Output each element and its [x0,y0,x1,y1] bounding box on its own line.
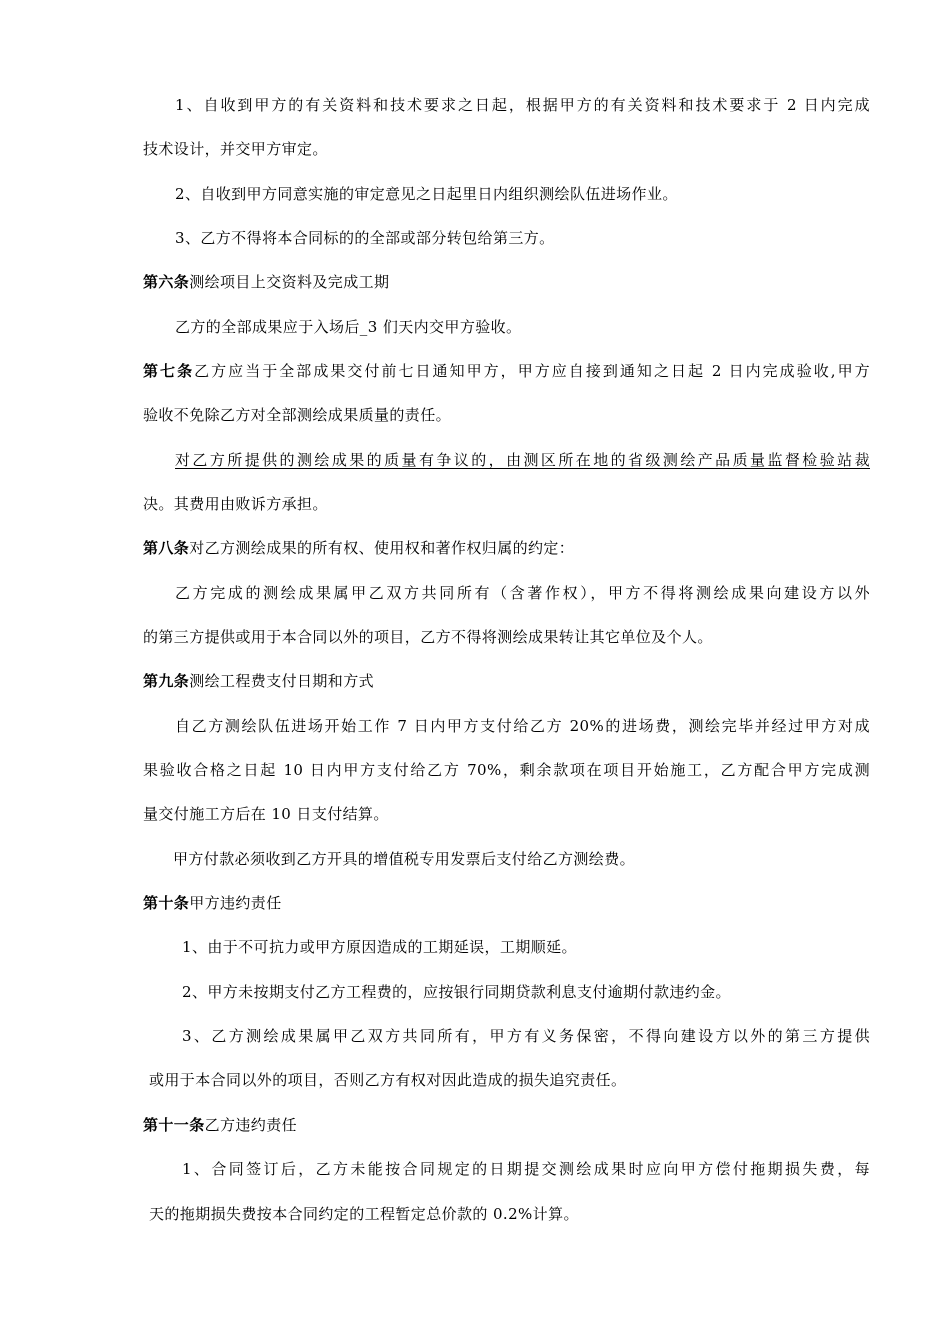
clause-5-item-1-line-2: 技术设计，并交甲方审定。 [143,140,328,158]
article-10-item-3-line-1: 3、乙方测绘成果属甲乙双方共同所有，甲方有义务保密，不得向建设方以外的第三方提供 [182,1027,870,1045]
article-11-item-1-line-1: 1、合同签订后，乙方未能按合同规定的日期提交测绘成果时应向甲方偿付拖期损失费，每 [182,1160,870,1178]
article-10-item-2: 2、甲方未按期支付乙方工程费的，应按银行同期贷款利息支付逾期付款违约金。 [182,983,731,1001]
article-10-title: 甲方违约责任 [189,894,282,912]
article-7-dispute-line-1: 对乙方所提供的测绘成果的质量有争议的，由测区所在地的省级测绘产品质量监督检验站裁 [175,451,870,469]
clause-5-item-1-line-1: 1、自收到甲方的有关资料和技术要求之日起，根据甲方的有关资料和技术要求于 2 日内完成 [175,96,870,114]
article-7-line-2: 验收不免除乙方对全部测绘成果质量的责任。 [143,406,452,424]
article-11-label: 第十一条 [143,1116,205,1134]
article-7-label: 第七条 [143,362,195,380]
article-9-title: 测绘工程费支付日期和方式 [189,672,375,690]
article-8-line-1: 乙方完成的测绘成果属甲乙双方共同所有（含著作权），甲方不得将测绘成果向建设方以外 [175,584,870,602]
article-8-heading [143,538,870,558]
article-11-heading [143,1115,870,1135]
article-8-label: 第八条 [143,539,190,557]
article-6-label: 第六条 [143,273,190,291]
article-7-dispute-line-2: 决。其费用由败诉方承担。 [143,495,328,513]
article-10-heading [143,893,870,913]
article-8-title: 对乙方测绘成果的所有权、使用权和著作权归属的约定： [189,539,575,557]
article-6-title: 测绘项目上交资料及完成工期 [189,273,390,291]
article-11-item-1-line-2: 天的拖期损失费按本合同约定的工程暂定总价款的 0.2%计算。 [149,1205,579,1223]
article-6-paragraph: 乙方的全部成果应于入场后_3 们天内交甲方验收。 [175,318,522,336]
article-9-label: 第九条 [143,672,190,690]
article-9-heading [143,671,870,691]
article-8-line-2: 的第三方提供或用于本合同以外的项目，乙方不得将测绘成果转让其它单位及个人。 [143,628,713,646]
article-6-heading [143,272,870,292]
clause-5-item-3: 3、乙方不得将本合同标的的全部或部分转包给第三方。 [175,229,555,247]
article-9-line-3: 量交付施工方后在 10 日支付结算。 [143,805,389,823]
article-11-title: 乙方违约责任 [204,1116,298,1134]
article-10-item-3-line-2: 或用于本合同以外的项目，否则乙方有权对因此造成的损失追究责任。 [149,1071,627,1089]
article-10-item-1: 1、由于不可抗力或甲方原因造成的工期延误，工期顺延。 [182,938,577,956]
article-9-line-1: 自乙方测绘队伍进场开始工作 7 日内甲方支付给乙方 20%的进场费，测绘完毕并经过甲方对成 [175,717,870,735]
article-10-label: 第十条 [143,894,190,912]
article-7-text: 乙方应当于全部成果交付前七日通知甲方，甲方应自接到通知之日起 2 日内完成验收,甲方 [194,362,871,380]
article-9-invoice-paragraph: 甲方付款必须收到乙方开具的增值税专用发票后支付给乙方测绘费。 [173,850,636,868]
article-9-line-2: 果验收合格之日起 10 日内甲方支付给乙方 70%，剩余款项在项目开始施工，乙方配合甲方完成测 [143,761,870,779]
clause-5-item-2: 2、自收到甲方同意实施的审定意见之日起里日内组织测绘队伍进场作业。 [175,185,678,203]
article-7-line-1 [143,361,870,381]
